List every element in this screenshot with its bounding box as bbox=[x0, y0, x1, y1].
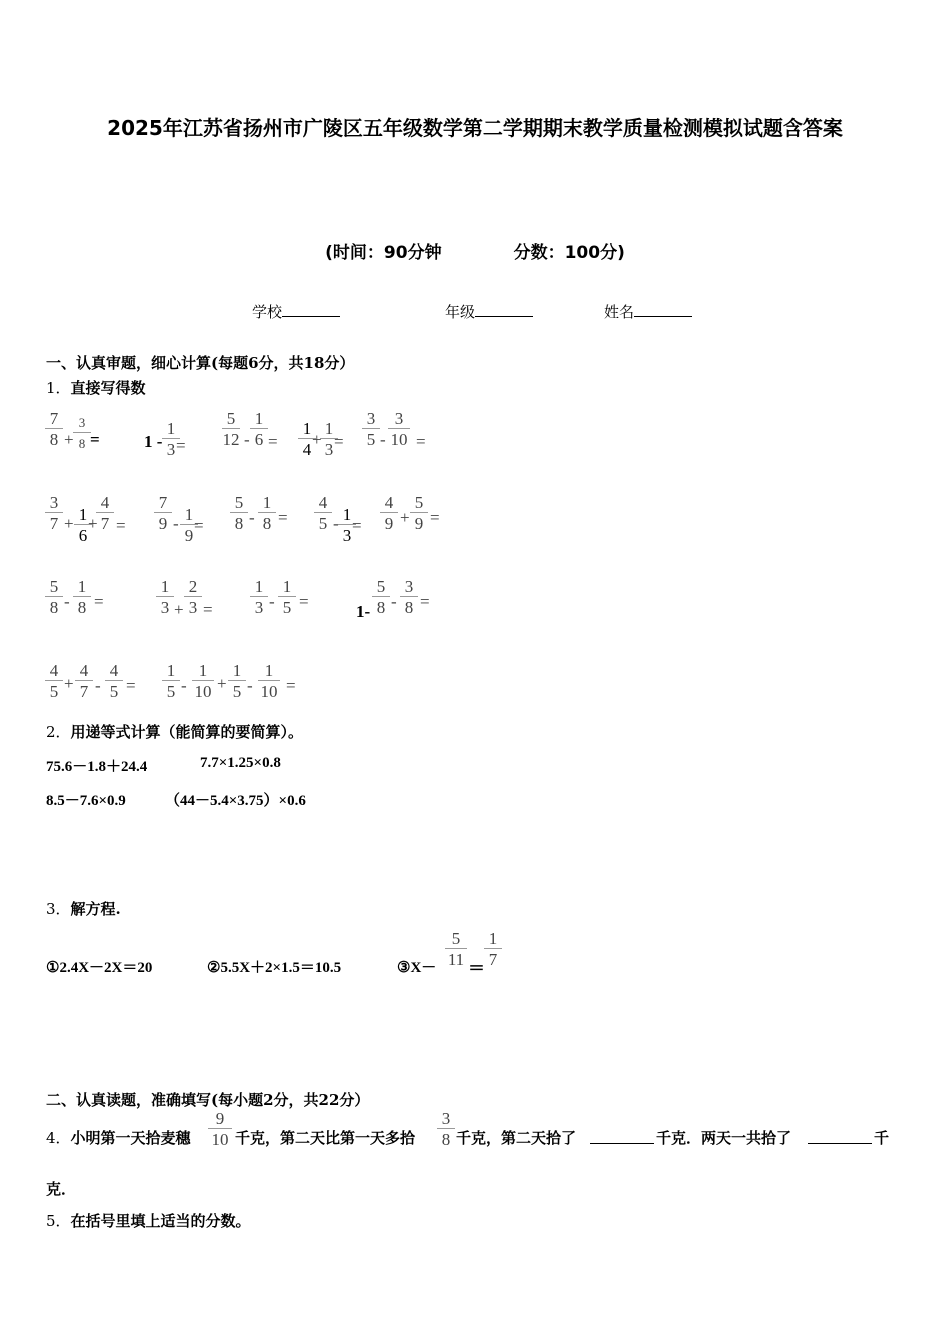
answer-blank[interactable] bbox=[590, 1129, 654, 1148]
section-2-heading: 二、认真读题，准确填写(每小题2分，共22分） bbox=[46, 1091, 370, 1109]
time-limit: (时间：90分钟 bbox=[325, 243, 442, 263]
question-4: 4．小明第一天拾麦穗 bbox=[46, 1129, 191, 1147]
question-5: 5．在括号里填上适当的分数。 bbox=[46, 1212, 251, 1230]
equation: ②5.5X＋2×1.5＝10.5 bbox=[207, 960, 342, 976]
answer-blank[interactable] bbox=[808, 1129, 872, 1148]
q4-text-2: 千克，第二天比第一天多拾 bbox=[235, 1129, 416, 1147]
question-3: 3．解方程. bbox=[46, 900, 121, 918]
expression: 8.5－7.6×0.9 bbox=[46, 793, 126, 809]
name-field[interactable]: 姓名 bbox=[604, 301, 692, 322]
section-1-heading: 一、认真审题，细心计算(每题6分，共18分） bbox=[46, 354, 355, 372]
exam-meta bbox=[0, 238, 950, 263]
expression: 7.7×1.25×0.8 bbox=[200, 755, 281, 771]
fraction: 7 8 bbox=[45, 410, 63, 449]
grade-field[interactable]: 年级 bbox=[445, 301, 533, 322]
school-field[interactable]: 学校 bbox=[252, 301, 340, 322]
question-1: 1．直接写得数 bbox=[46, 379, 146, 397]
equation: ③X－ bbox=[397, 960, 437, 976]
total-score: 分数：100分) bbox=[513, 243, 625, 263]
expression: 75.6－1.8＋24.4 bbox=[46, 759, 148, 775]
q4-text-4: 千克．两天一共拾了 bbox=[656, 1129, 792, 1147]
equation: ①2.4X－2X＝20 bbox=[46, 960, 153, 976]
expression: （44－5.4×3.75）×0.6 bbox=[165, 793, 306, 809]
q4-text-3: 千克，第二天拾了 bbox=[456, 1129, 577, 1147]
q4-text-6: 克． bbox=[46, 1180, 77, 1198]
question-2: 2．用递等式计算（能简算的要简算）。 bbox=[46, 723, 304, 741]
q4-text-5: 千 bbox=[874, 1129, 890, 1147]
page-title: 2025年江苏省扬州市广陵区五年级数学第二学期期末教学质量检测模拟试题含答案 bbox=[107, 116, 843, 140]
